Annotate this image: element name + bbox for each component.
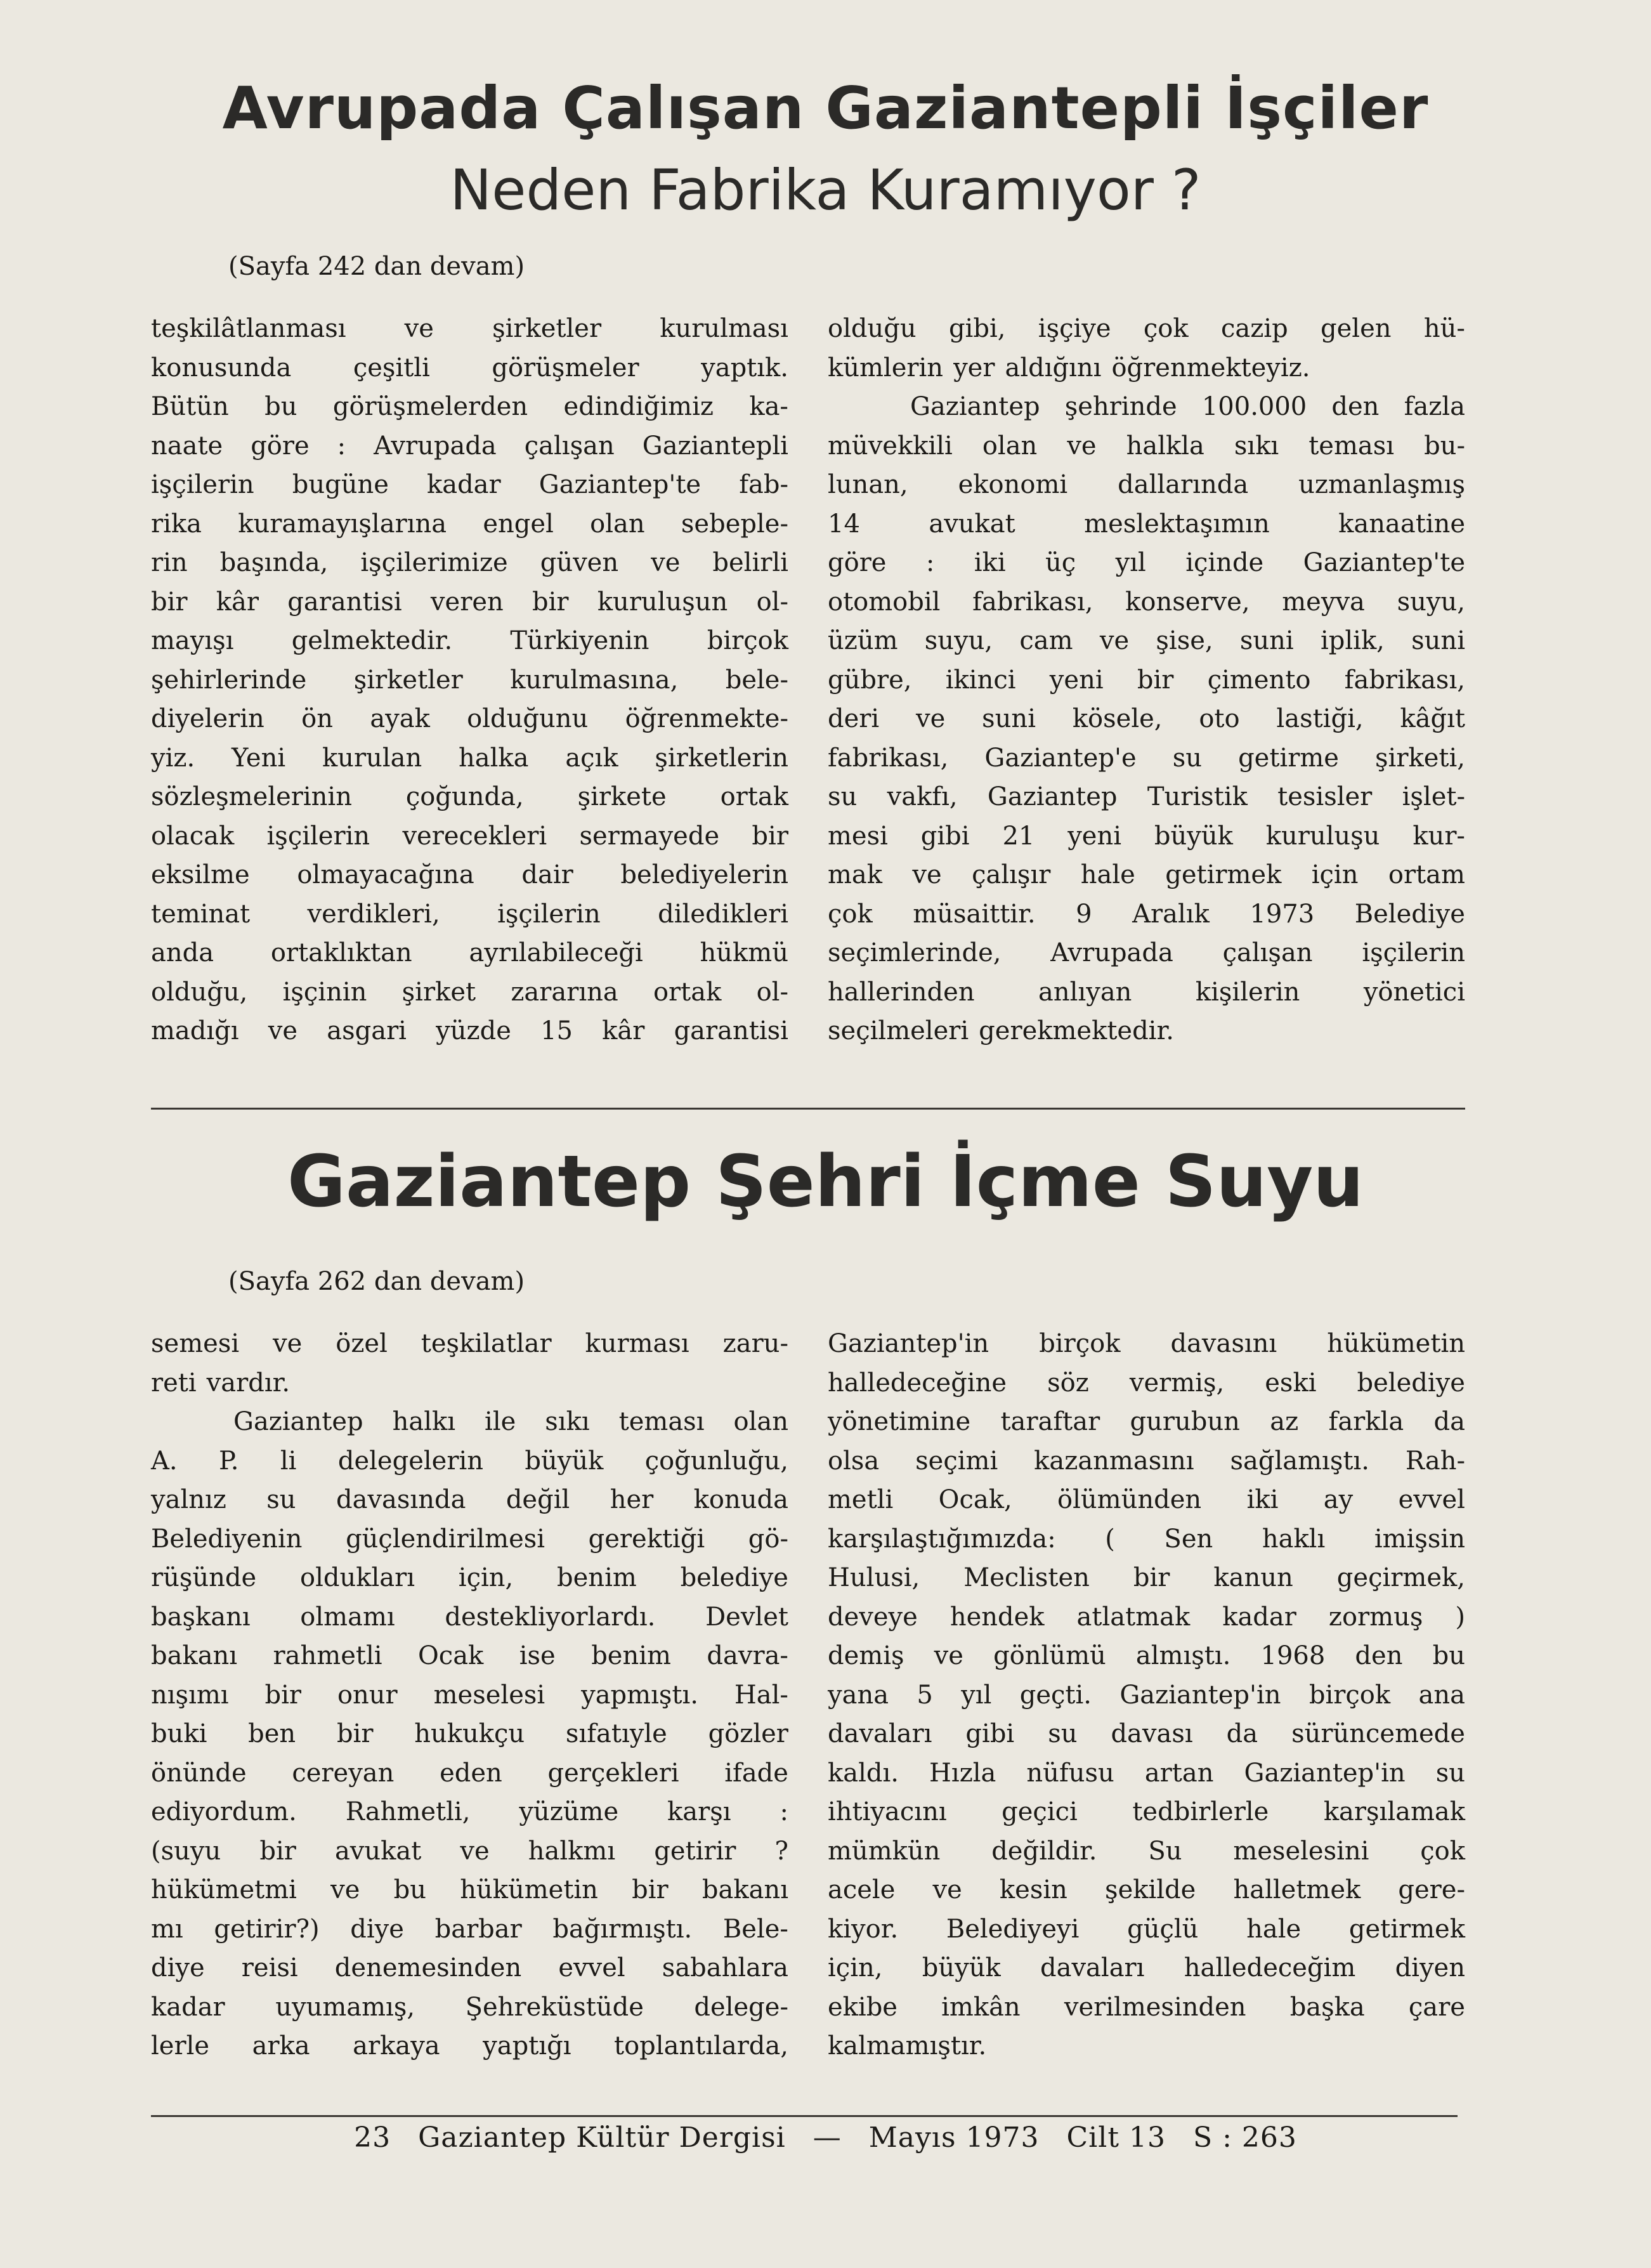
text-line: çok müsaittir. 9 Aralık 1973 Belediye [828, 899, 1465, 929]
article2-continued-note: (Sayfa 262 dan devam) [228, 1267, 525, 1296]
text-line: halledeceğine söz vermiş, eski belediye [828, 1368, 1465, 1398]
text-line: mak ve çalışır hale getirmek için ortam [828, 860, 1465, 889]
text-line: otomobil fabrikası, konserve, meyva suyu, [828, 587, 1465, 617]
text-line: fabrikası, Gaziantep'e su getirme şirketi, [828, 743, 1465, 773]
text-line: kadar uyumamış, Şehreküstüde delege- [151, 1992, 788, 2022]
text-line: kaldı. Hızla nüfusu artan Gaziantep'in su [828, 1758, 1465, 1788]
text-line: rüşünde oldukları için, benim belediye [151, 1563, 788, 1592]
article1-left-column [151, 310, 788, 1051]
text-line: olduğu gibi, işçiye çok cazip gelen hü- [828, 314, 1465, 343]
text-line: bir kâr garantisi veren bir kuruluşun ol- [151, 587, 788, 617]
text-line: Gaziantep'in birçok davasını hükümetin [828, 1329, 1465, 1358]
article2-title: Gaziantep Şehri İçme Suyu [287, 1141, 1364, 1223]
text-line: su vakfı, Gaziantep Turistik tesisler işlet- [828, 782, 1465, 811]
text-line: gübre, ikinci yeni bir çimento fabrikası, [828, 665, 1465, 695]
text-line: kiyor. Belediyeyi güçlü hale getirmek [828, 1914, 1465, 1944]
footer-dash: — [812, 2121, 842, 2154]
text-line: metli Ocak, ölümünden iki ay evvel [828, 1485, 1465, 1514]
article1-title-line2: Neden Fabrika Kuramıyor ? [450, 157, 1201, 223]
text-line: Belediyenin güçlendirilmesi gerektiği gö- [151, 1524, 788, 1554]
text-line: ekibe imkân verilmesinden başka çare [828, 1992, 1465, 2022]
text-line: mümkün değildir. Su meselesini çok [828, 1836, 1465, 1866]
text-line: başkanı olmamı destekliyorlardı. Devlet [151, 1602, 788, 1632]
text-line: 14 avukat meslektaşımın kanaatine [828, 509, 1465, 539]
text-line: olduğu, işçinin şirket zararına ortak ol- [151, 977, 788, 1007]
text-line: semesi ve özel teşkilatlar kurması zaru- [151, 1329, 788, 1358]
text-line: lerle arka arkaya yaptığı toplantılarda, [151, 2031, 788, 2061]
footer-page-number: 23 [354, 2121, 391, 2154]
text-line: acele ve kesin şekilde halletmek gere- [828, 1875, 1465, 1904]
text-line: göre : iki üç yıl içinde Gaziantep'te [828, 548, 1465, 577]
text-line: kümlerin yer aldığını öğrenmekteyiz. [828, 353, 1310, 383]
text-line: için, büyük davaları halledeceğim diyen [828, 1953, 1465, 1983]
footer-volume: Cilt 13 [1066, 2121, 1166, 2154]
text-line: mı getirir?) diye barbar bağırmıştı. Bele- [151, 1914, 788, 1944]
text-line: buki ben bir hukukçu sıfatıyle gözler [151, 1719, 788, 1748]
text-line: karşılaştığımızda: ( Sen haklı imişsin [828, 1524, 1465, 1554]
footer-issue-date: Mayıs 1973 [868, 2121, 1040, 2154]
text-line: mayışı gelmektedir. Türkiyenin birçok [151, 626, 788, 655]
text-line: diyelerin ön ayak olduğunu öğrenmekte- [151, 704, 788, 733]
text-line: seçilmeleri gerekmektedir. [828, 1016, 1174, 1046]
text-line: Gaziantep şehrinde 100.000 den fazla [910, 392, 1465, 421]
text-line: reti vardır. [151, 1368, 290, 1398]
text-line: A. P. li delegelerin büyük çoğunluğu, [151, 1446, 788, 1476]
text-line: sözleşmelerinin çoğunda, şirkete ortak [151, 782, 788, 811]
section-divider [151, 1108, 1465, 1110]
text-line: mesi gibi 21 yeni büyük kuruluşu kur- [828, 821, 1465, 851]
text-line: kalmamıştır. [828, 2031, 987, 2061]
text-line: Hulusi, Meclisten bir kanun geçirmek, [828, 1563, 1465, 1592]
text-line: üzüm suyu, cam ve şise, suni iplik, suni [828, 626, 1465, 655]
article2-left-column [151, 1325, 788, 2066]
text-line: davaları gibi su davası da sürüncemede [828, 1719, 1465, 1748]
article1-title-line1: Avrupada Çalışan Gaziantepli İşçiler [222, 74, 1429, 142]
text-line: Gaziantep halkı ile sıkı teması olan [233, 1407, 788, 1436]
text-line: naate göre : Avrupada çalışan Gaziantepli [151, 431, 788, 461]
text-line: rin başında, işçilerimize güven ve belirli [151, 548, 788, 577]
footer-divider [151, 2115, 1458, 2117]
text-line: teşkilâtlanması ve şirketler kurulması [151, 314, 788, 343]
text-line: olacak işçilerin verecekleri sermayede bir [151, 821, 788, 851]
article1-right-column [828, 310, 1465, 1051]
text-line: müvekkili olan ve halkla sıkı teması bu- [828, 431, 1465, 461]
footer-magazine: Gaziantep Kültür Dergisi [418, 2121, 786, 2154]
text-line: yalnız su davasında değil her konuda [151, 1485, 788, 1514]
text-line: işçilerin bugüne kadar Gaziantep'te fab- [151, 470, 788, 499]
text-line: hükümetmi ve bu hükümetin bir bakanı [151, 1875, 788, 1904]
text-line: anda ortaklıktan ayrılabileceği hükmü [151, 938, 788, 967]
article2-right-column [828, 1325, 1465, 2066]
text-line: Bütün bu görüşmelerden edindiğimiz ka- [151, 392, 788, 421]
page-footer [0, 2121, 1651, 2154]
text-line: yönetimine taraftar gurubun az farkla da [828, 1407, 1465, 1436]
text-line: seçimlerinde, Avrupada çalışan işçilerin [828, 938, 1465, 967]
text-line: önünde cereyan eden gerçekleri ifade [151, 1758, 788, 1788]
text-line: bakanı rahmetli Ocak ise benim davra- [151, 1641, 788, 1670]
text-line: diye reisi denemesinden evvel sabahlara [151, 1953, 788, 1983]
text-line: yiz. Yeni kurulan halka açık şirketlerin [151, 743, 788, 773]
article1-continued-note: (Sayfa 242 dan devam) [228, 252, 525, 281]
text-line: demiş ve gönlümü almıştı. 1968 den bu [828, 1641, 1465, 1670]
text-line: teminat verdikleri, işçilerin diledikleri [151, 899, 788, 929]
text-line: madığı ve asgari yüzde 15 kâr garantisi [151, 1016, 788, 1046]
text-line: konusunda çeşitli görüşmeler yaptık. [151, 353, 788, 383]
text-line: ediyordum. Rahmetli, yüzüme karşı : [151, 1797, 788, 1826]
text-line: olsa seçimi kazanmasını sağlamıştı. Rah- [828, 1446, 1465, 1476]
text-line: eksilme olmayacağına dair belediyelerin [151, 860, 788, 889]
text-line: lunan, ekonomi dallarında uzmanlaşmış [828, 470, 1465, 499]
text-line: rika kuramayışlarına engel olan sebeple- [151, 509, 788, 539]
text-line: (suyu bir avukat ve halkmı getirir ? [151, 1836, 788, 1866]
text-line: ihtiyacını geçici tedbirlerle karşılamak [828, 1797, 1465, 1826]
text-line: deri ve suni kösele, oto lastiği, kâğıt [828, 704, 1465, 733]
text-line: deveye hendek atlatmak kadar zormuş ) [828, 1602, 1465, 1632]
footer-page-ref: S : 263 [1192, 2121, 1297, 2154]
text-line: şehirlerinde şirketler kurulmasına, bele- [151, 665, 788, 695]
text-line: nışımı bir onur meselesi yapmıştı. Hal- [151, 1680, 788, 1710]
text-line: hallerinden anlıyan kişilerin yönetici [828, 977, 1465, 1007]
text-line: yana 5 yıl geçti. Gaziantep'in birçok ana [828, 1680, 1465, 1710]
